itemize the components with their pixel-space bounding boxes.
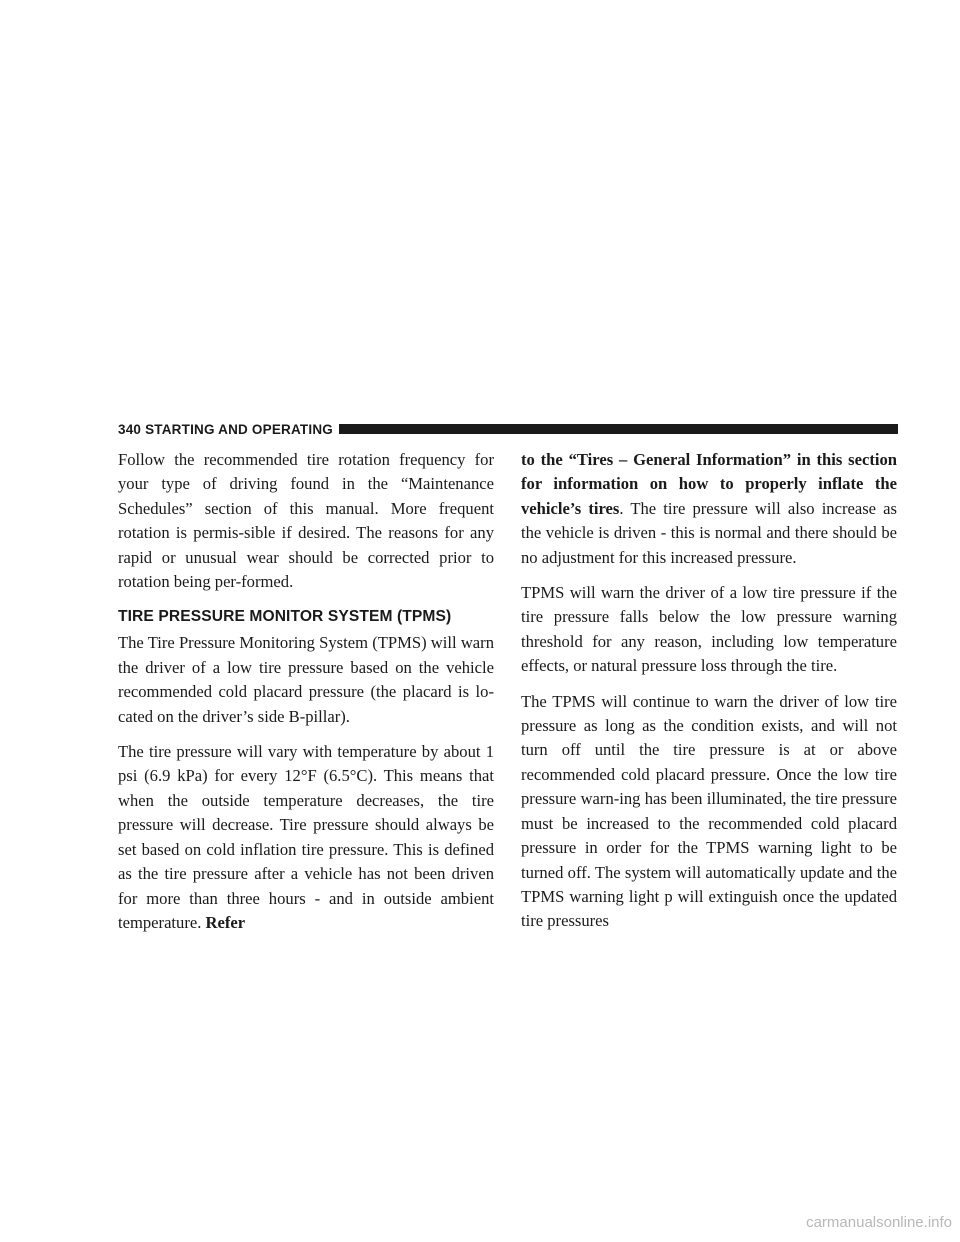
temperature-text: The tire pressure will vary with temperature by about 1 psi (6.9 kPa) for every 12°F (6.5°C). This means that when the outside temperature decreases, the tire pressure will decrease. Tire pressure should always be set based on cold inflation tire pressure. This is defined as the tire pressure after a vehicle has not been driven for more than three hours - and in outside ambient temperature. xyxy=(118,742,494,932)
rotation-paragraph: Follow the recommended tire rotation frequency for your type of driving found in the “Maintenance Schedules” section of this manual. More frequent rotation is permis-sible if desired. The reasons for any rapid or unusual wear should be corrected prior to rotation being per-formed. xyxy=(118,450,494,592)
page-header xyxy=(118,418,898,440)
tpms-intro-paragraph: The Tire Pressure Monitoring System (TPMS) will warn the driver of a low tire pressure based on the vehicle recommended cold placard pressure (the placard is lo-cated on the driver’s side B-pillar). xyxy=(118,633,494,726)
refer-bold-text: Refer xyxy=(205,912,246,932)
inflate-reference-paragraph xyxy=(521,448,897,570)
section-heading-tpms: TIRE PRESSURE MONITOR SYSTEM (TPMS) xyxy=(118,608,452,626)
warning-continue-paragraph: The TPMS will continue to warn the driver of low tire pressure as long as the condition exists, and will not turn off until the tire pressure is at or above recommended cold placard pressure. Once the low tire pressure warn-ing has been illuminated, the tire pressure must be increased to the recommended cold placard pressure in order for the TPMS warning light to be turned off. The system will automatically update and the TPMS warning light p will extinguish once the updated tire pressures xyxy=(521,691,897,931)
pressure-increase-text: . The tire pressure will also increase as the vehicle is driven - this is normal and there should be no adjustment for this increased pressure. xyxy=(521,498,897,567)
right-column xyxy=(521,448,897,945)
low-pressure-warning-paragraph: TPMS will warn the driver of a low tire pressure if the tire pressure falls below the low pressure warning threshold for any reason, including low temperature effects, or natural pressure loss through the tire. xyxy=(521,583,897,676)
tires-reference-bold-text: to the “Tires – General Information” in this section for information on how to properly inflate the vehicle’s tires xyxy=(521,450,897,518)
left-column xyxy=(118,448,494,946)
watermark: carmanualsonline.info xyxy=(806,1214,952,1231)
page-number-section-title: 340 STARTING AND OPERATING xyxy=(118,421,333,437)
temperature-paragraph xyxy=(118,740,494,935)
header-rule xyxy=(339,424,898,434)
